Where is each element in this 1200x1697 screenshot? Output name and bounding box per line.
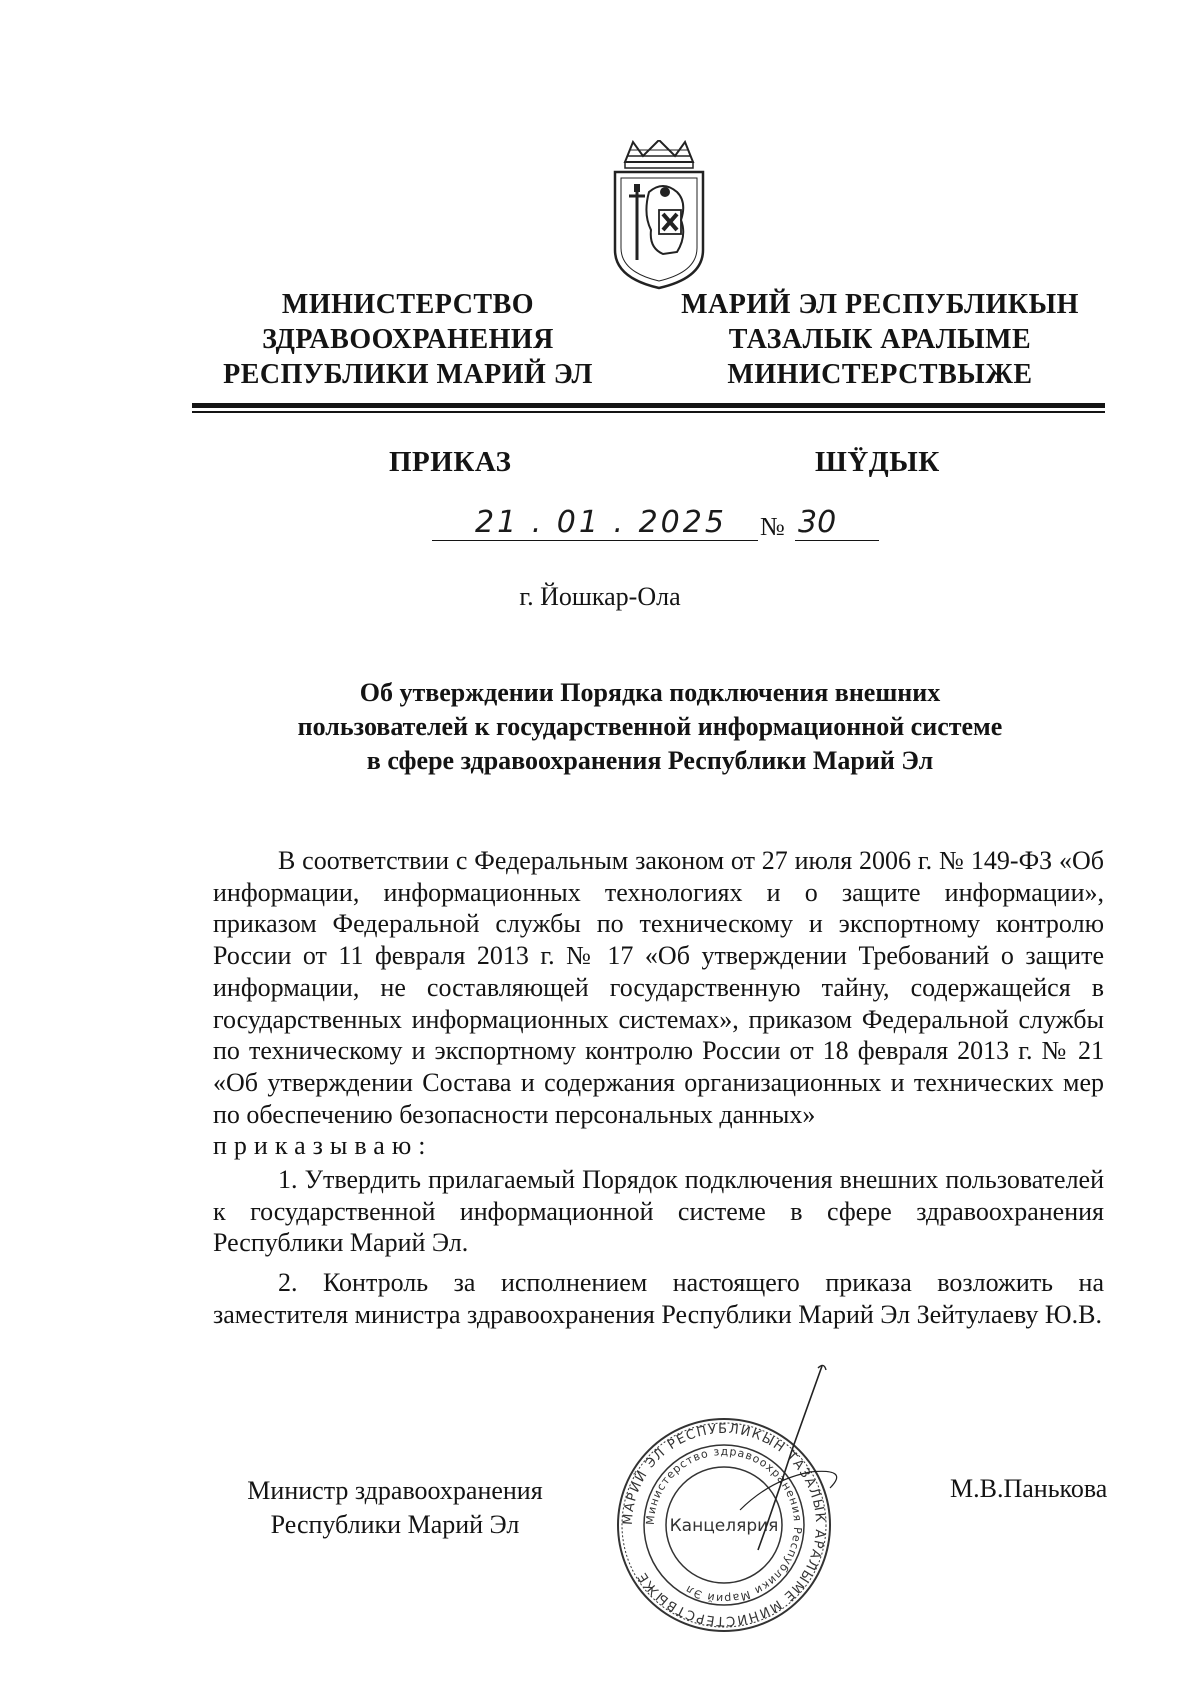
order-date: 21 . 01 . 2025 [475, 505, 727, 540]
order-item-1: 1. Утвердить прилагаемый Порядок подключения внешних пользователей к государственной информационной системе в сфере здравоохранения Республики Марий Эл. [213, 1165, 1104, 1258]
ministry-name-line: ТАЗАЛЫК АРАЛЫМЕ [728, 324, 1032, 355]
order-number: 30 [798, 505, 837, 540]
ministry-name-line: МАРИЙ ЭЛ РЕСПУБЛИКЫН [681, 289, 1079, 320]
ministry-name-line: РЕСПУБЛИКИ МАРИЙ ЭЛ [223, 359, 593, 390]
stamp-center-text: Канцелярия [669, 1516, 779, 1536]
ministry-name-russian [198, 287, 618, 392]
ministry-name-line: ЗДРАВООХРАНЕНИЯ [262, 324, 554, 355]
position-line: Министр здравоохранения [247, 1476, 543, 1505]
ministry-name-line: МИНИСТЕРСТВО [281, 289, 535, 320]
ministry-name-mari [660, 287, 1100, 392]
header-divider-thick [192, 403, 1105, 408]
doc-type-mari: ШŸДЫК [815, 446, 940, 478]
stamp-outer-text: МАРИЙ ЭЛ РЕСПУБЛИКЫН ТАЗАЛЫК АРАЛЫМЕ МИНИСТЕРСТВЫЖЕ [620, 1421, 828, 1629]
coat-of-arms-icon [603, 140, 715, 290]
handwritten-signature [700, 1360, 860, 1560]
signatory-name: М.В.Панькова [950, 1474, 1108, 1503]
title-line: Об утверждении Порядка подключения внешних [359, 678, 941, 707]
number-label: № [760, 512, 785, 541]
city: г. Йошкар-Ола [519, 582, 681, 611]
order-item-2: 2. Контроль за исполнением настоящего приказа возложить на заместителя министра здравоохранения Республики Марий Эл Зейтулаеву Ю.В. [213, 1268, 1104, 1329]
doc-type-russian: ПРИКАЗ [389, 446, 512, 478]
title-line: пользователей к государственной информационной системе [297, 712, 1003, 741]
order-body [213, 845, 1104, 1331]
header-divider-thin [192, 411, 1105, 413]
signatory-position [220, 1474, 570, 1542]
order-title [180, 676, 1120, 778]
stamp-inner-text: Министерство здравоохранения Республики Марий Эл [643, 1444, 805, 1606]
position-line: Республики Марий Эл [270, 1510, 520, 1539]
title-line: в сфере здравоохранения Республики Марий Эл [366, 746, 934, 775]
number-underline [795, 540, 879, 541]
ministry-name-line: МИНИСТЕРСТВЫЖЕ [727, 359, 1033, 390]
date-underline [432, 540, 758, 541]
preamble-paragraph: В соответствии с Федеральным законом от 27 июля 2006 г. № 149-ФЗ «Об информации, информационных технологиях и о защите информации», приказом Федеральной службы по техническому и экспортному контролю России от 11 февраля 2013 г. № 17 «Об утверждении Требований о защите информации, не составляющей государственную тайну, содержащейся в государственных информационных системах», приказом Федеральной службы по техническому и экспортному контролю России от 18 февраля 2013 г. № 21 «Об утверждении Состава и содержания организационных и технических мер по обеспечению безопасности персональных данных» [213, 846, 1104, 1129]
order-word: приказываю: [213, 1131, 433, 1161]
